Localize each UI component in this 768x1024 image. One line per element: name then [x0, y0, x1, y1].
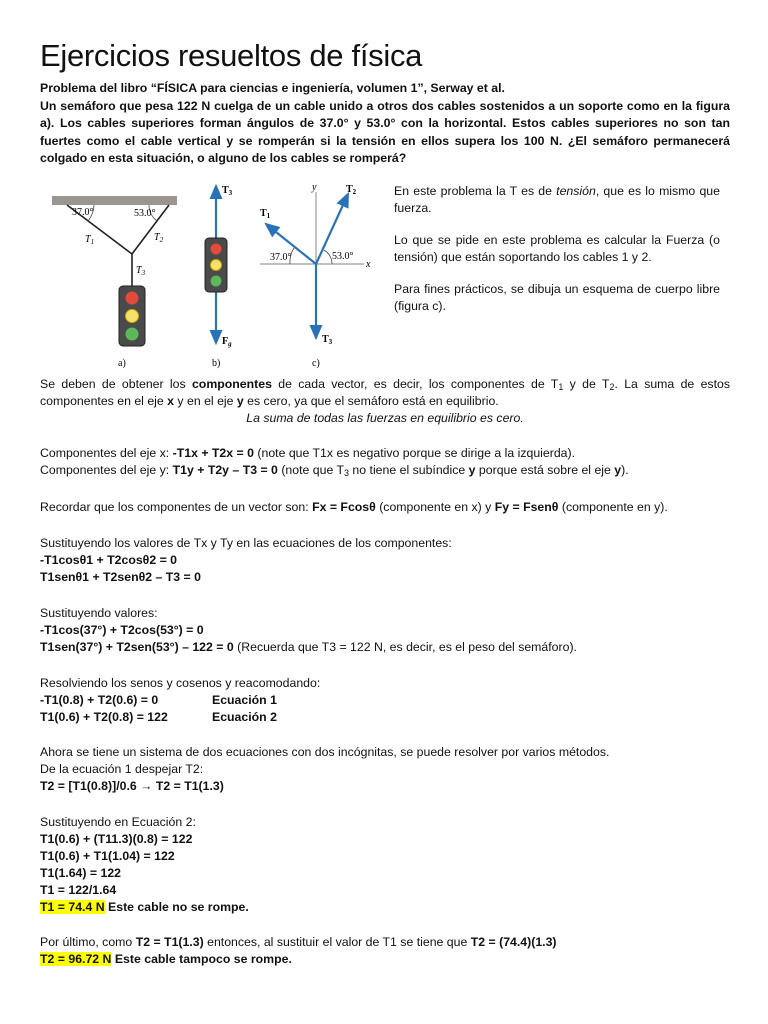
resolve-section: Resolviendo los senos y cosenos y reacomodando: -T1(0.8) + T2(0.6) = 0 Ecuación 1 T1(0.6) + T2(0.8) = 122 Ecuación 2 — [40, 676, 321, 724]
caption-b: b) — [212, 358, 221, 369]
substitution-2: Sustituyendo valores: -T1cos(37°) + T2cos(53°) = 0 T1sen(37°) + T2sen(53°) – 122 = 0 (Recuerda que T3 = 122 N, es decir, es el peso del semáforo). — [40, 606, 577, 654]
angle-label-2: 53.0° — [134, 208, 156, 219]
side-paragraph-1: En este problema la T es de tensión, que es lo mismo que fuerza. — [394, 184, 720, 215]
problem-text: Un semáforo que pesa 122 N cuelga de un cable unido a otros dos cables sostenidos a un soporte como en la figura a). Los cables superiores forman ángulos de 37.0° y 53.0° con la horizontal. Estos cables superiores no son tan fuertes como el cable vertical y se romperán si la tensión en ellos supera los 100 N. ¿El semáforo permanecerá colgado en esta situación, o alguno de los cables se romperá? — [40, 98, 730, 165]
force-label-fg: $F_g$ — [222, 336, 232, 348]
tension-label-2: $T_2$ — [154, 232, 164, 244]
force-label-t3-c: $T_3$ — [322, 334, 333, 346]
substitution-1: Sustituyendo los valores de Tx y Ty en las ecuaciones de los componentes: -T1cosθ1 + T2cosθ2 = 0 T1senθ1 + T2senθ2 – T3 = 0 — [40, 536, 452, 584]
substitution-3: Sustituyendo en Ecuación 2: T1(0.6) + (T11.3)(0.8) = 122 T1(0.6) + T1(1.04) = 122 T1(1.64) = 122 T1 = 122/1.64 T1 = 74.4 N Este cable no se rompe. — [40, 815, 249, 914]
tension-label-1: $T_1$ — [85, 234, 95, 246]
axis-x-label: x — [366, 259, 371, 270]
problem-statement — [40, 80, 730, 168]
system-section: Ahora se tiene un sistema de dos ecuaciones con dos incógnitas, se puede resolver por varios métodos. De la ecuación 1 despejar T2: T2 = [T1(0.8)]/0.6 → T2 = T1(1.3) — [40, 745, 610, 793]
figure-c — [260, 182, 371, 369]
equilibrium-note: La suma de todas las fuerzas en equilibrio es cero. — [246, 411, 524, 425]
side-paragraph-2: Lo que se pide en este problema es calcular la Fuerza (o tensión) que están soportando los cables 1 y 2. — [394, 233, 720, 264]
traffic-light-icon — [119, 286, 145, 346]
arrow-icon: → — [140, 779, 153, 793]
force-label-t3-b: $T_3$ — [222, 185, 233, 197]
traffic-light-figure — [42, 178, 382, 370]
tension-label-3: $T_3$ — [136, 265, 146, 277]
side-explanation — [394, 183, 720, 330]
angle-label-1: 37.0° — [72, 207, 94, 218]
axis-y-label: y — [312, 182, 317, 193]
angle-label-c1: 37.0° — [270, 252, 292, 263]
force-label-t2: $T_2$ — [346, 184, 357, 196]
final-section: Por último, como T2 = T1(1.3) entonces, al sustituir el valor de T1 se tiene que T2 = (74.4)(1.3) T2 = 96.72 N Este cable tampoco se rompe. — [40, 935, 557, 966]
caption-c: c) — [312, 358, 320, 369]
components-paragraph: Se deben de obtener los componentes de cada vector, es decir, los componentes de $T_1$ y de $T_2$. La suma de estos componentes en el eje x y en el eje y es cero, ya que el semáforo está en equilibrio. La suma de todas las fuerzas en equilibrio es cero. — [40, 377, 730, 425]
problem-source: Problema del libro “FÍSICA para ciencias e ingeniería, volumen 1”, Serway et al. — [40, 81, 505, 95]
figure-b — [205, 185, 233, 369]
angle-label-c2: 53.0° — [332, 251, 354, 262]
force-label-t1: $T_1$ — [260, 208, 271, 220]
page-title: Ejercicios resueltos de física — [40, 38, 423, 73]
result-t2: T2 = 96.72 N — [40, 952, 112, 966]
axis-components: Componentes del eje x: -T1x + T2x = 0 (note que T1x es negativo porque se dirige a la izquierda). Componentes del eje y: T1y + T2y – T3 = 0 (note que $T_3$ no tiene el subíndice y porque está sobre el eje y). — [40, 446, 629, 478]
result-t1: T1 = 74.4 N — [40, 900, 105, 914]
traffic-light-icon — [205, 238, 227, 292]
ceiling-support — [52, 196, 177, 205]
figure-a — [52, 196, 177, 369]
recall-formulas: Recordar que los componentes de un vector son: Fx = Fcosθ (componente en x) y Fy = Fsenθ (componente en y). — [40, 500, 668, 514]
caption-a: a) — [118, 358, 126, 369]
side-paragraph-3: Para fines prácticos, se dibuja un esquema de cuerpo libre (figura c). — [394, 282, 720, 313]
